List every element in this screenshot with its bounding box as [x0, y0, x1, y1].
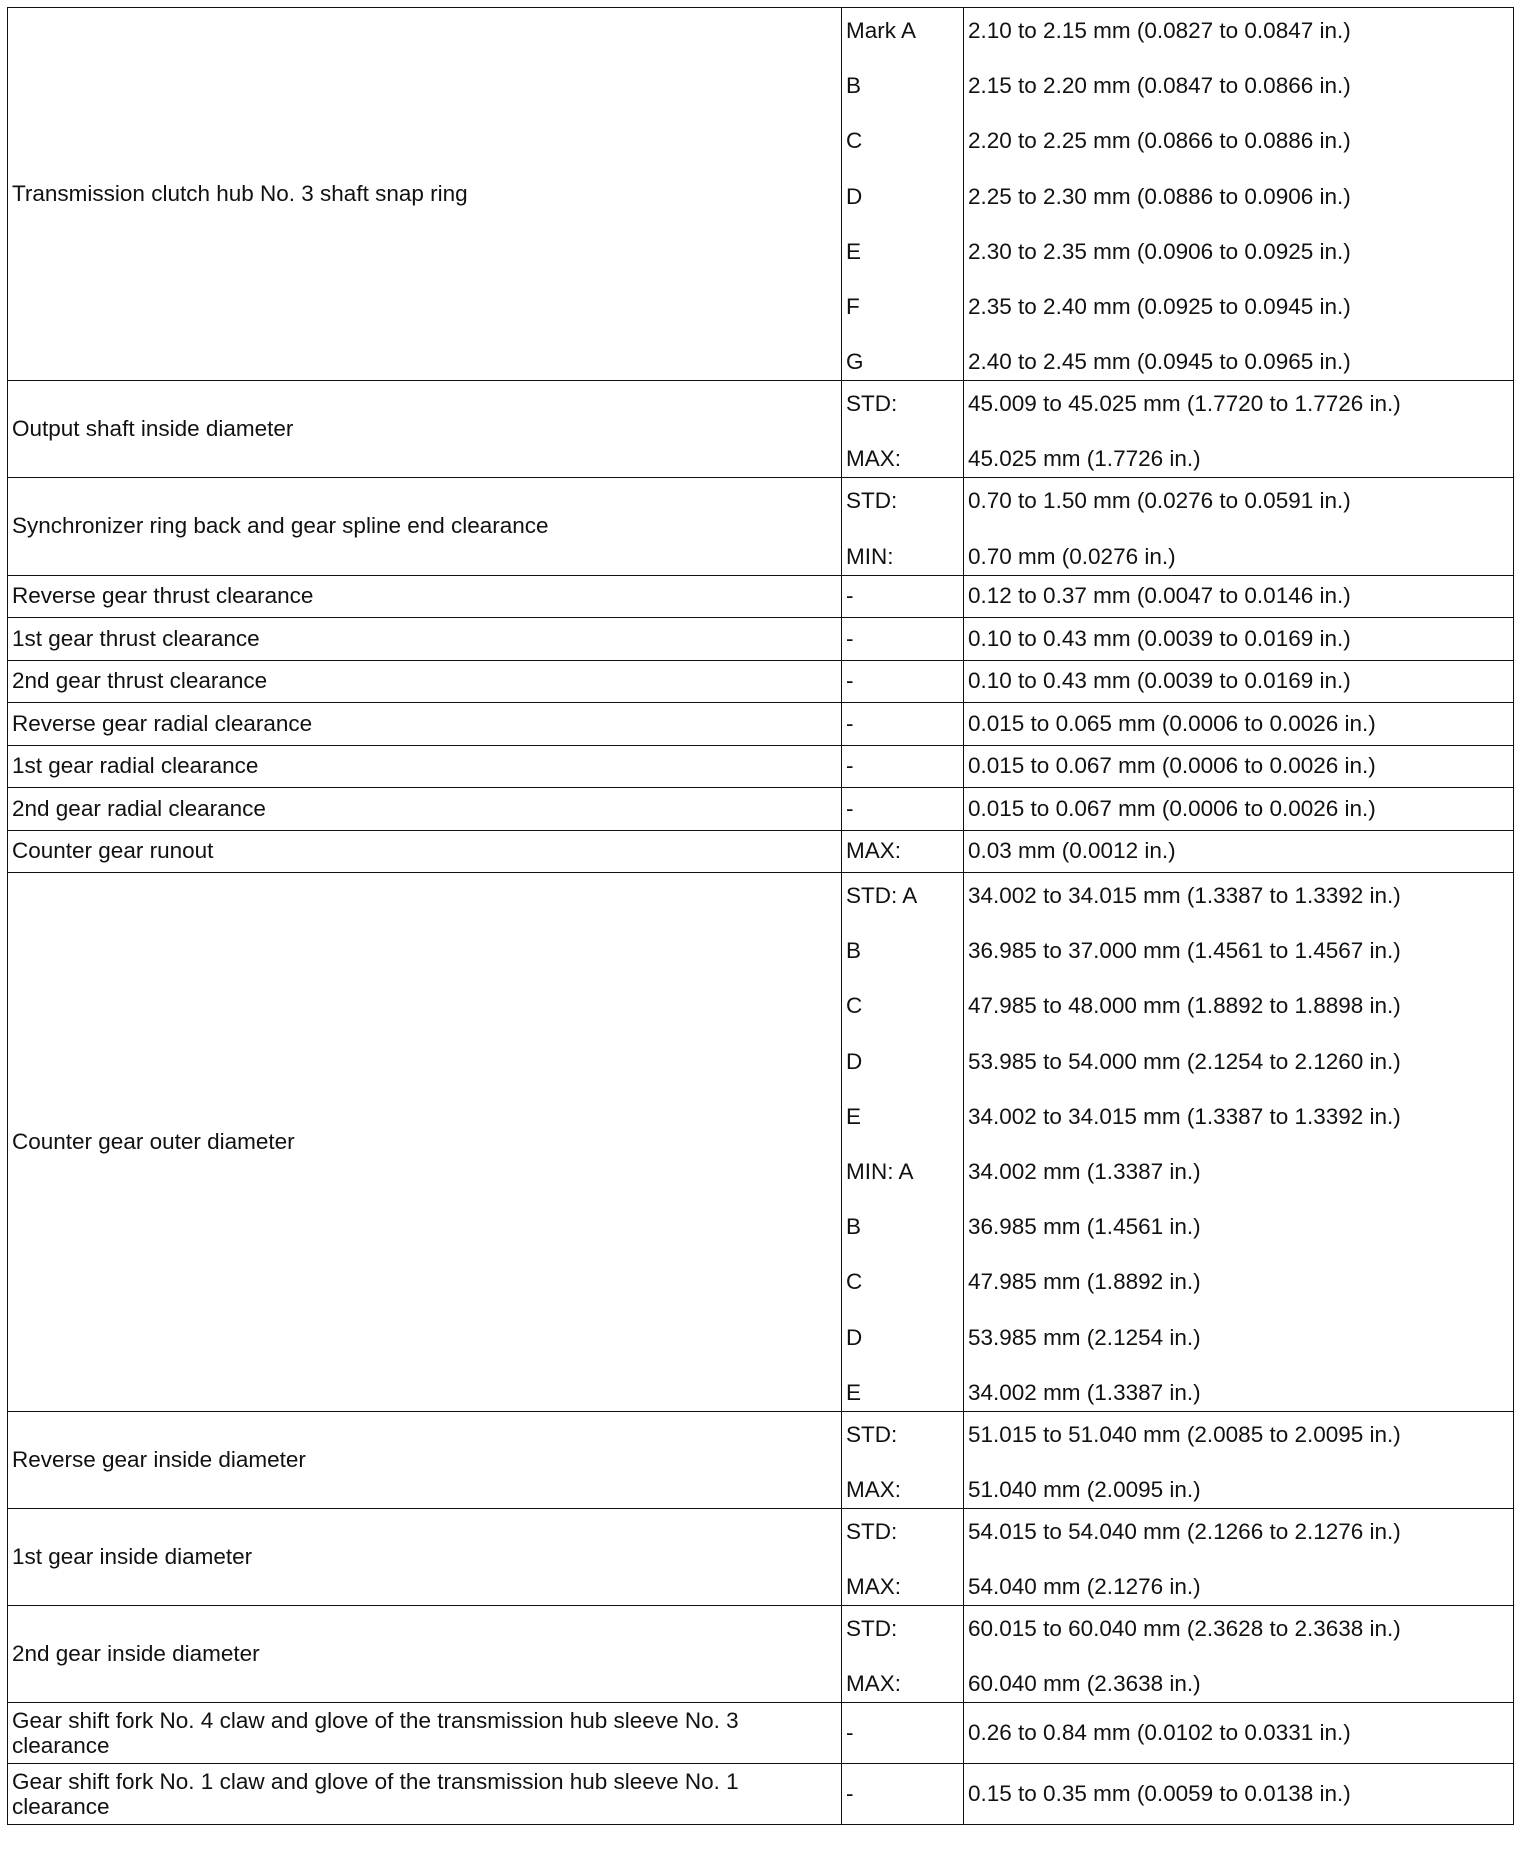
spec-row	[8, 660, 1514, 703]
spec-value-cell	[964, 788, 1514, 831]
spec-value-cell	[964, 703, 1514, 746]
spec-value-cell	[964, 575, 1514, 618]
spec-mark-cell	[842, 381, 964, 478]
spec-mark: MAX:	[846, 1574, 902, 1600]
spec-value: 60.040 mm (2.3638 in.)	[968, 1671, 1201, 1697]
spec-mark: MIN:	[846, 543, 894, 569]
spec-value: 2.40 to 2.45 mm (0.0945 to 0.0965 in.)	[968, 349, 1351, 375]
spec-mark-cell	[842, 618, 964, 661]
spec-value-cell	[964, 1606, 1514, 1703]
spec-value: 36.985 to 37.000 mm (1.4561 to 1.4567 in.)	[968, 938, 1401, 964]
spec-mark: B	[846, 1214, 862, 1240]
spec-mark: G	[846, 349, 864, 375]
spec-row	[8, 618, 1514, 661]
spec-value: 51.040 mm (2.0095 in.)	[968, 1477, 1201, 1503]
spec-mark: D	[846, 183, 863, 209]
spec-mark: MAX:	[846, 446, 902, 472]
spec-row	[8, 381, 1514, 478]
spec-mark: STD:	[846, 488, 898, 514]
spec-value: 0.10 to 0.43 mm (0.0039 to 0.0169 in.)	[968, 668, 1351, 694]
spec-item: Transmission clutch hub No. 3 shaft snap ring	[8, 8, 842, 381]
spec-value: 34.002 mm (1.3387 in.)	[968, 1379, 1201, 1405]
spec-mark-cell	[842, 1509, 964, 1606]
spec-value: 0.15 to 0.35 mm (0.0059 to 0.0138 in.)	[968, 1781, 1351, 1807]
spec-row	[8, 8, 1514, 381]
spec-mark: -	[846, 753, 854, 779]
spec-value: 53.985 mm (2.1254 in.)	[968, 1324, 1201, 1350]
spec-mark-cell	[842, 703, 964, 746]
spec-value: 53.985 to 54.000 mm (2.1254 to 2.1260 in.)	[968, 1048, 1401, 1074]
spec-row	[8, 873, 1514, 1412]
spec-mark-cell	[842, 478, 964, 575]
spec-mark: E	[846, 238, 862, 264]
spec-item: 1st gear inside diameter	[8, 1509, 842, 1606]
spec-value: 0.015 to 0.067 mm (0.0006 to 0.0026 in.)	[968, 795, 1376, 821]
spec-mark: -	[846, 1720, 854, 1746]
spec-value: 60.015 to 60.040 mm (2.3628 to 2.3638 in.)	[968, 1616, 1401, 1642]
spec-row	[8, 478, 1514, 575]
spec-mark: STD: A	[846, 883, 918, 909]
spec-row	[8, 745, 1514, 788]
spec-value: 0.12 to 0.37 mm (0.0047 to 0.0146 in.)	[968, 583, 1351, 609]
spec-mark-cell	[842, 1411, 964, 1508]
spec-mark: MAX:	[846, 1671, 902, 1697]
spec-value: 2.35 to 2.40 mm (0.0925 to 0.0945 in.)	[968, 293, 1351, 319]
spec-mark: MAX:	[846, 1477, 902, 1503]
spec-value: 47.985 to 48.000 mm (1.8892 to 1.8898 in.)	[968, 993, 1401, 1019]
spec-mark-cell	[842, 830, 964, 873]
spec-mark: MAX:	[846, 838, 902, 864]
spec-item: Output shaft inside diameter	[8, 381, 842, 478]
spec-item: Synchronizer ring back and gear spline end clearance	[8, 478, 842, 575]
spec-value: 34.002 to 34.015 mm (1.3387 to 1.3392 in.)	[968, 883, 1401, 909]
spec-value: 0.70 mm (0.0276 in.)	[968, 543, 1176, 569]
spec-value: 34.002 to 34.015 mm (1.3387 to 1.3392 in.)	[968, 1103, 1401, 1129]
spec-value-cell	[964, 1509, 1514, 1606]
spec-value: 51.015 to 51.040 mm (2.0085 to 2.0095 in.)	[968, 1421, 1401, 1447]
spec-mark: -	[846, 625, 854, 651]
spec-row	[8, 703, 1514, 746]
spec-row	[8, 1509, 1514, 1606]
spec-item: 1st gear radial clearance	[8, 745, 842, 788]
spec-item: Gear shift fork No. 4 claw and glove of the transmission hub sleeve No. 3 clearance	[8, 1703, 842, 1764]
spec-mark: MIN: A	[846, 1159, 914, 1185]
spec-value-cell	[964, 660, 1514, 703]
spec-value: 2.20 to 2.25 mm (0.0866 to 0.0886 in.)	[968, 128, 1351, 154]
spec-mark: E	[846, 1103, 862, 1129]
spec-value: 45.025 mm (1.7726 in.)	[968, 446, 1201, 472]
spec-value: 0.10 to 0.43 mm (0.0039 to 0.0169 in.)	[968, 625, 1351, 651]
spec-value: 2.25 to 2.30 mm (0.0886 to 0.0906 in.)	[968, 183, 1351, 209]
spec-value-cell	[964, 745, 1514, 788]
spec-value-cell	[964, 1703, 1514, 1764]
spec-mark: STD:	[846, 1616, 898, 1642]
spec-mark: E	[846, 1379, 862, 1405]
spec-mark: C	[846, 128, 863, 154]
spec-value: 0.70 to 1.50 mm (0.0276 to 0.0591 in.)	[968, 488, 1351, 514]
spec-mark: -	[846, 795, 854, 821]
spec-row	[8, 788, 1514, 831]
specification-table	[7, 7, 1514, 1825]
spec-mark: Mark A	[846, 18, 917, 44]
spec-item: Gear shift fork No. 1 claw and glove of the transmission hub sleeve No. 1 clearance	[8, 1764, 842, 1825]
spec-item: 1st gear thrust clearance	[8, 618, 842, 661]
spec-value: 0.03 mm (0.0012 in.)	[968, 838, 1176, 864]
spec-value: 0.26 to 0.84 mm (0.0102 to 0.0331 in.)	[968, 1720, 1351, 1746]
spec-mark-cell	[842, 745, 964, 788]
spec-item: 2nd gear inside diameter	[8, 1606, 842, 1703]
spec-item: Counter gear outer diameter	[8, 873, 842, 1412]
spec-value-cell	[964, 8, 1514, 381]
specification-table-body	[8, 8, 1514, 1825]
spec-mark-cell	[842, 873, 964, 1412]
spec-item: Reverse gear thrust clearance	[8, 575, 842, 618]
spec-value-cell	[964, 873, 1514, 1412]
spec-mark: B	[846, 938, 862, 964]
spec-value: 34.002 mm (1.3387 in.)	[968, 1159, 1201, 1185]
spec-value-cell	[964, 1411, 1514, 1508]
spec-mark: B	[846, 73, 862, 99]
spec-mark-cell	[842, 1703, 964, 1764]
spec-value: 54.040 mm (2.1276 in.)	[968, 1574, 1201, 1600]
spec-row	[8, 1703, 1514, 1764]
spec-mark: -	[846, 583, 854, 609]
spec-mark: -	[846, 668, 854, 694]
spec-item: 2nd gear radial clearance	[8, 788, 842, 831]
spec-row	[8, 830, 1514, 873]
spec-value: 2.15 to 2.20 mm (0.0847 to 0.0866 in.)	[968, 73, 1351, 99]
spec-mark-cell	[842, 788, 964, 831]
spec-mark-cell	[842, 1764, 964, 1825]
spec-value: 2.30 to 2.35 mm (0.0906 to 0.0925 in.)	[968, 238, 1351, 264]
spec-mark: D	[846, 1048, 863, 1074]
spec-value-cell	[964, 830, 1514, 873]
spec-value: 0.015 to 0.067 mm (0.0006 to 0.0026 in.)	[968, 753, 1376, 779]
spec-item: Reverse gear radial clearance	[8, 703, 842, 746]
spec-mark-cell	[842, 1606, 964, 1703]
spec-value-cell	[964, 1764, 1514, 1825]
spec-row	[8, 1606, 1514, 1703]
spec-item: Counter gear runout	[8, 830, 842, 873]
spec-mark: STD:	[846, 391, 898, 417]
spec-value: 2.10 to 2.15 mm (0.0827 to 0.0847 in.)	[968, 18, 1351, 44]
spec-value-cell	[964, 618, 1514, 661]
spec-item: 2nd gear thrust clearance	[8, 660, 842, 703]
spec-value: 36.985 mm (1.4561 in.)	[968, 1214, 1201, 1240]
spec-mark: D	[846, 1324, 863, 1350]
spec-mark-cell	[842, 660, 964, 703]
spec-mark: -	[846, 1781, 854, 1807]
spec-row	[8, 575, 1514, 618]
spec-mark-cell	[842, 575, 964, 618]
spec-value-cell	[964, 381, 1514, 478]
spec-item: Reverse gear inside diameter	[8, 1411, 842, 1508]
spec-value: 54.015 to 54.040 mm (2.1266 to 2.1276 in.)	[968, 1519, 1401, 1545]
spec-value: 0.015 to 0.065 mm (0.0006 to 0.0026 in.)	[968, 710, 1376, 736]
spec-value: 45.009 to 45.025 mm (1.7720 to 1.7726 in.)	[968, 391, 1401, 417]
spec-mark: C	[846, 1269, 863, 1295]
spec-value: 47.985 mm (1.8892 in.)	[968, 1269, 1201, 1295]
spec-mark: STD:	[846, 1519, 898, 1545]
spec-mark: C	[846, 993, 863, 1019]
spec-mark: STD:	[846, 1421, 898, 1447]
spec-row	[8, 1411, 1514, 1508]
spec-value-cell	[964, 478, 1514, 575]
spec-mark-cell	[842, 8, 964, 381]
spec-mark: -	[846, 710, 854, 736]
spec-mark: F	[846, 293, 860, 319]
spec-row	[8, 1764, 1514, 1825]
